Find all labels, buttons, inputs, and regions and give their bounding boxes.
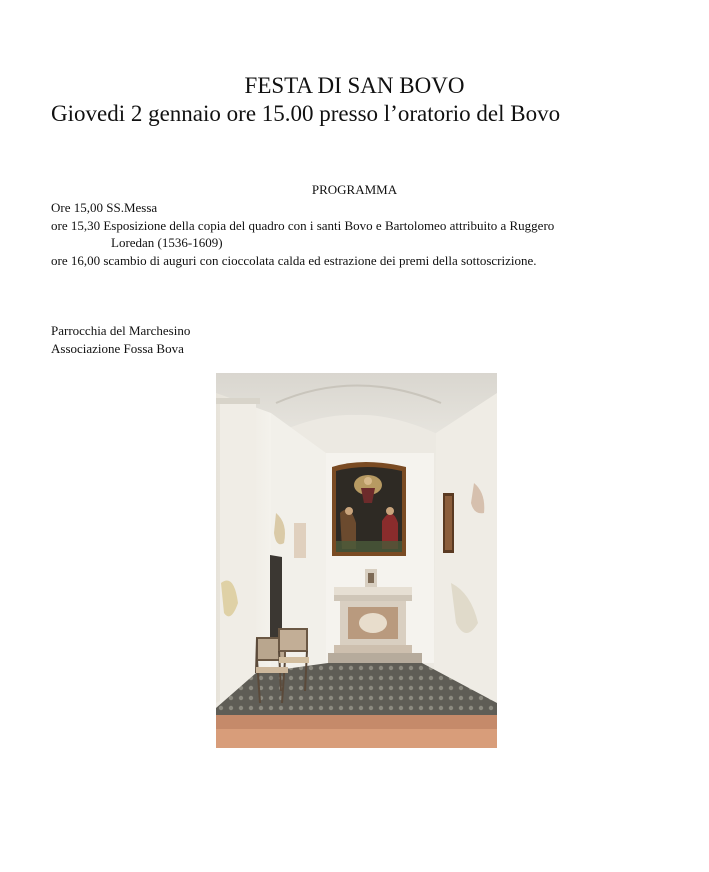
page-title: FESTA DI SAN BOVO	[244, 73, 465, 98]
program-item: ore 15,30 Esposizione della copia del quadro con i santi Bovo e Bartolomeo attribuito a Ruggero	[51, 217, 555, 233]
oratory-interior-illustration	[216, 373, 497, 748]
program-item: Ore 15,00 SS.Messa	[51, 200, 158, 215]
organizers	[51, 322, 190, 358]
program-item-continuation: Loredan (1536-1609)	[111, 235, 223, 250]
program-heading: PROGRAMMA	[311, 182, 398, 197]
oratory-photo	[216, 373, 497, 748]
event-subtitle: Giovedi 2 gennaio ore 15.00 presso l’oratorio del Bovo	[51, 101, 561, 126]
organizer-parish: Parrocchia del Marchesino	[51, 323, 191, 338]
program-list	[51, 199, 671, 269]
organizer-association: Associazione Fossa Bova	[51, 341, 184, 356]
program-item: ore 16,00 scambio di auguri con cioccolata calda ed estrazione dei premi della sottoscrizione.	[51, 252, 537, 268]
